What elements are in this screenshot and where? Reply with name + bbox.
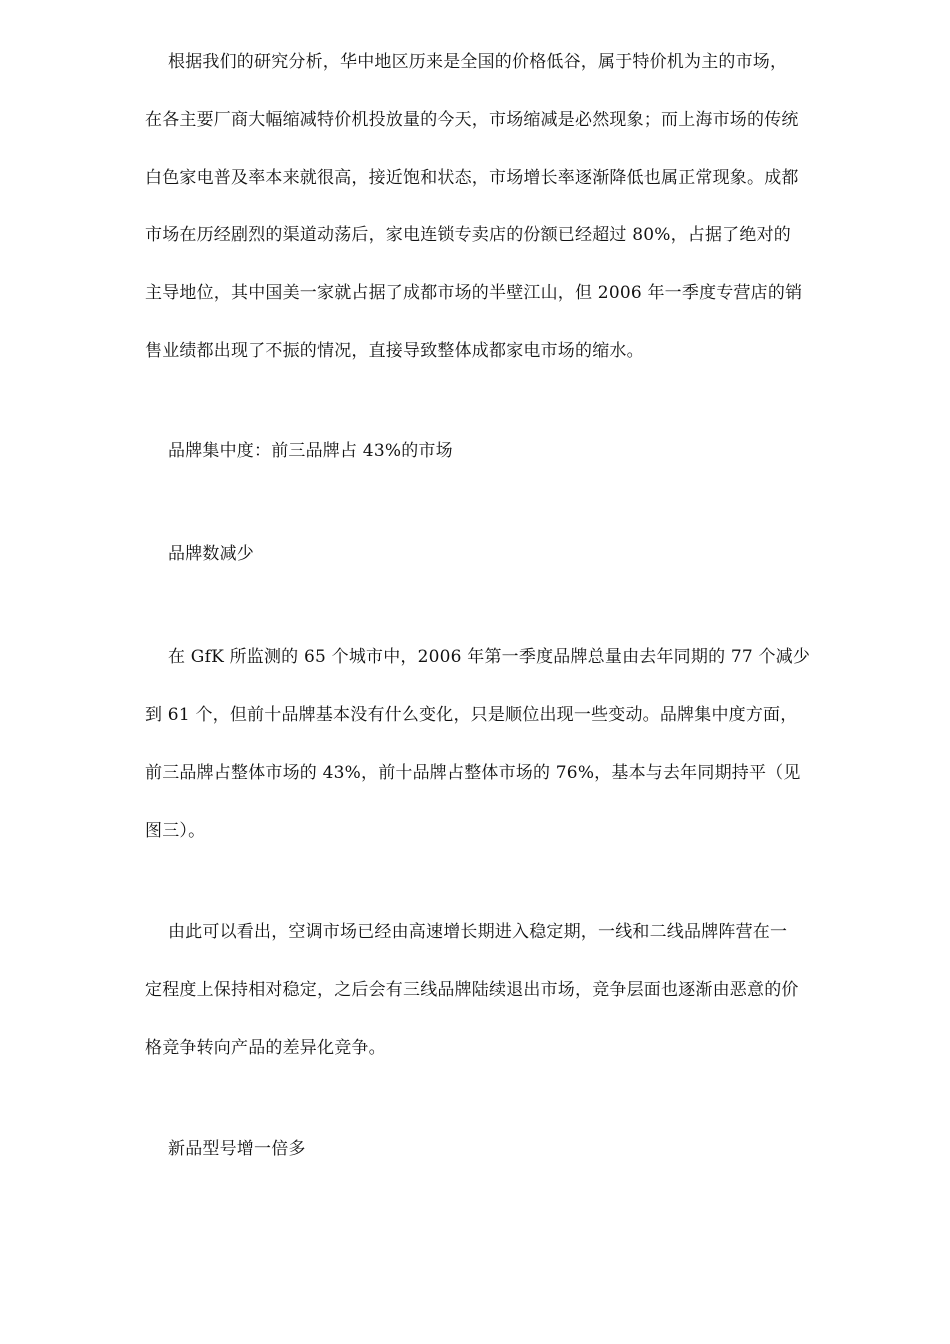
paragraph-line: 格竞争转向产品的差异化竞争。 — [145, 1038, 386, 1058]
section-heading: 品牌集中度：前三品牌占 43%的市场 — [168, 441, 453, 461]
paragraph-line: 在各主要厂商大幅缩减特价机投放量的今天，市场缩减是必然现象；而上海市场的传统 — [145, 110, 799, 130]
paragraph-line: 售业绩都出现了不振的情况，直接导致整体成都家电市场的缩水。 — [145, 341, 644, 361]
paragraph-line: 市场在历经剧烈的渠道动荡后，家电连锁专卖店的份额已经超过 80%，占据了绝对的 — [145, 225, 791, 245]
paragraph-line: 到 61 个，但前十品牌基本没有什么变化，只是顺位出现一些变动。品牌集中度方面， — [145, 705, 798, 725]
paragraph-line: 图三）。 — [145, 821, 206, 841]
paragraph-line: 主导地位，其中国美一家就占据了成都市场的半壁江山，但 2006 年一季度专营店的销 — [145, 283, 803, 303]
paragraph-line: 根据我们的研究分析，华中地区历来是全国的价格低谷，属于特价机为主的市场， — [168, 52, 788, 72]
paragraph-line: 白色家电普及率本来就很高，接近饱和状态，市场增长率逐渐降低也属正常现象。成都 — [145, 168, 799, 188]
paragraph-line: 由此可以看出，空调市场已经由高速增长期进入稳定期，一线和二线品牌阵营在一 — [168, 922, 788, 942]
paragraph-line: 在 GfK 所监测的 65 个城市中，2006 年第一季度品牌总量由去年同期的 77 个减少 — [168, 647, 811, 667]
paragraph-line: 定程度上保持相对稳定，之后会有三线品牌陆续退出市场，竞争层面也逐渐由恶意的价 — [145, 980, 799, 1000]
paragraph-line: 前三品牌占整体市场的 43%，前十品牌占整体市场的 76%，基本与去年同期持平（见 — [145, 763, 801, 783]
section-heading: 品牌数减少 — [168, 544, 254, 564]
section-heading: 新品型号增一倍多 — [168, 1139, 306, 1159]
